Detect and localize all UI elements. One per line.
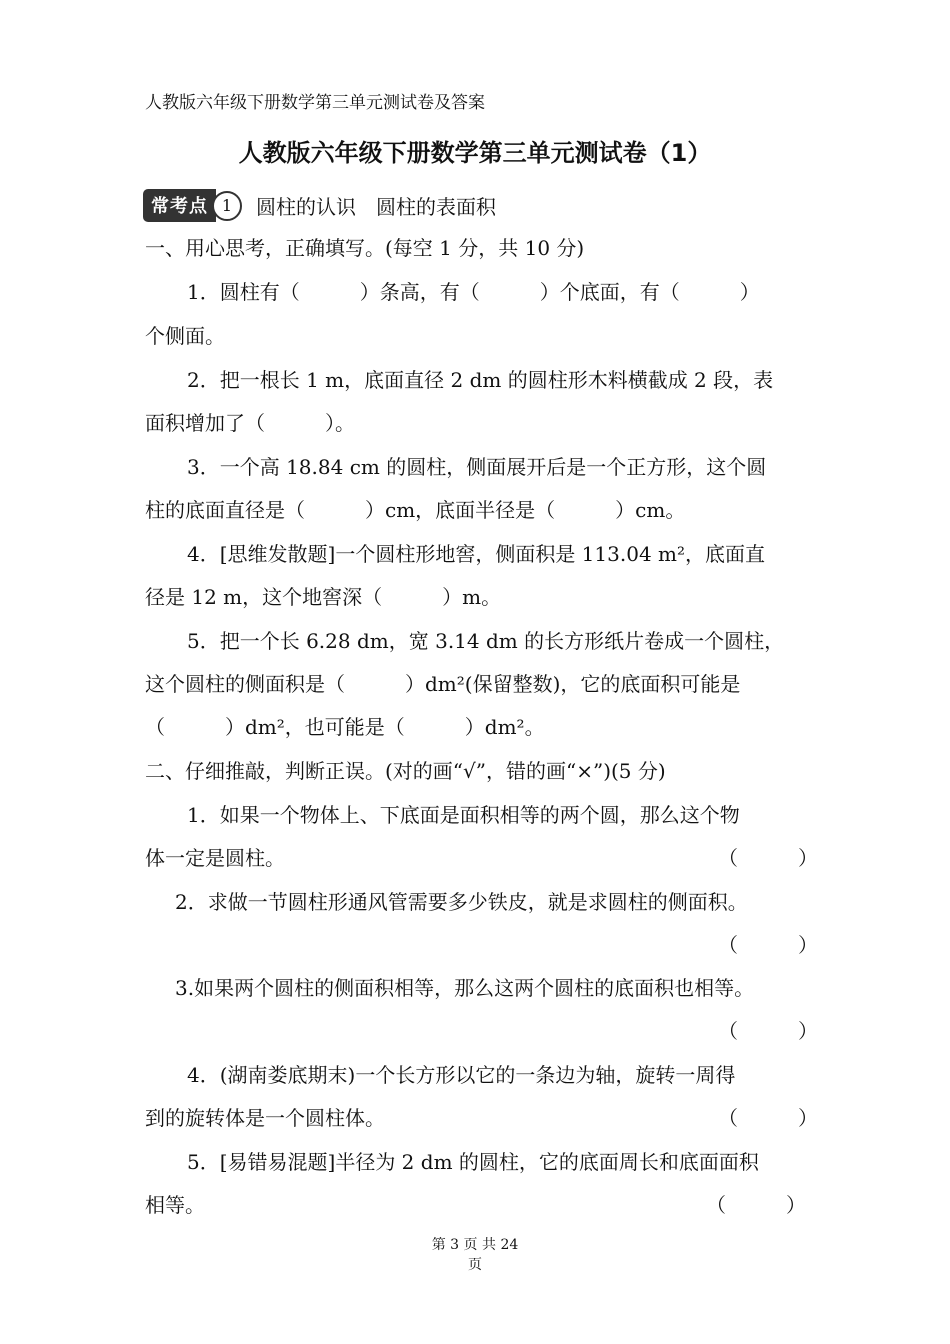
question-line: 5．把一个长 6.28 dm，宽 3.14 dm 的长方形纸片卷成一个圆柱， [187, 629, 785, 653]
question-line: 2．把一根长 1 m，底面直径 2 dm 的圆柱形木料横截成 2 段，表 [187, 368, 774, 392]
question-line: 1．圆柱有（ ）条高，有（ ）个底面，有（ ） [187, 280, 760, 304]
document-header: 人教版六年级下册数学第三单元测试卷及答案 [145, 93, 485, 113]
answer-blank: （ ） [706, 1193, 806, 1217]
answer-blank: （ ） [718, 846, 818, 870]
question-line: 这个圆柱的侧面积是（ ）dm²(保留整数)，它的底面积可能是 [145, 672, 741, 696]
page-title: 人教版六年级下册数学第三单元测试卷（1） [238, 139, 712, 167]
answer-blank: （ ） [718, 1019, 818, 1043]
question-line: 3．一个高 18.84 cm 的圆柱，侧面展开后是一个正方形，这个圆 [187, 455, 767, 479]
judgment-line: 相等。 [145, 1193, 205, 1217]
judgment-line: 5．[易错易混题]半径为 2 dm 的圆柱，它的底面周长和底面面积 [187, 1150, 759, 1174]
judgment-line: 体一定是圆柱。 [145, 846, 285, 870]
section1-heading: 一、用心思考，正确填写。(每空 1 分，共 10 分) [145, 236, 585, 260]
topic-tag [143, 189, 496, 222]
page-footer-continued: 页 [468, 1257, 482, 1273]
tag-number-badge: 1 [212, 191, 242, 221]
question-line: 个侧面。 [145, 324, 225, 348]
page-footer: 第 3 页 共 24 [431, 1237, 519, 1253]
answer-blank: （ ） [718, 1106, 818, 1130]
question-line: 径是 12 m，这个地窖深（ ）m。 [145, 585, 502, 609]
question-line: 面积增加了（ ）。 [145, 411, 355, 435]
question-line: 柱的底面直径是（ ）cm，底面半径是（ ）cm。 [145, 498, 686, 522]
question-line: （ ）dm²，也可能是（ ）dm²。 [145, 715, 545, 739]
answer-blank: （ ） [718, 933, 818, 957]
judgment-line: 3.如果两个圆柱的侧面积相等，那么这两个圆柱的底面积也相等。 [175, 976, 755, 1000]
tag-label: 常考点 [143, 189, 216, 222]
question-line: 4．[思维发散题]一个圆柱形地窖，侧面积是 113.04 m²，底面直 [187, 542, 766, 566]
judgment-line: 1．如果一个物体上、下底面是面积相等的两个圆，那么这个物 [187, 803, 740, 827]
section2-heading: 二、仔细推敲，判断正误。(对的画“√”，错的画“×”)(5 分) [145, 759, 666, 783]
judgment-line: 4．(湖南娄底期末)一个长方形以它的一条边为轴，旋转一周得 [187, 1063, 736, 1087]
judgment-line: 2．求做一节圆柱形通风管需要多少铁皮，就是求圆柱的侧面积。 [175, 890, 748, 914]
judgment-line: 到的旋转体是一个圆柱体。 [145, 1106, 385, 1130]
tag-topics: 圆柱的认识 圆柱的表面积 [256, 195, 496, 219]
